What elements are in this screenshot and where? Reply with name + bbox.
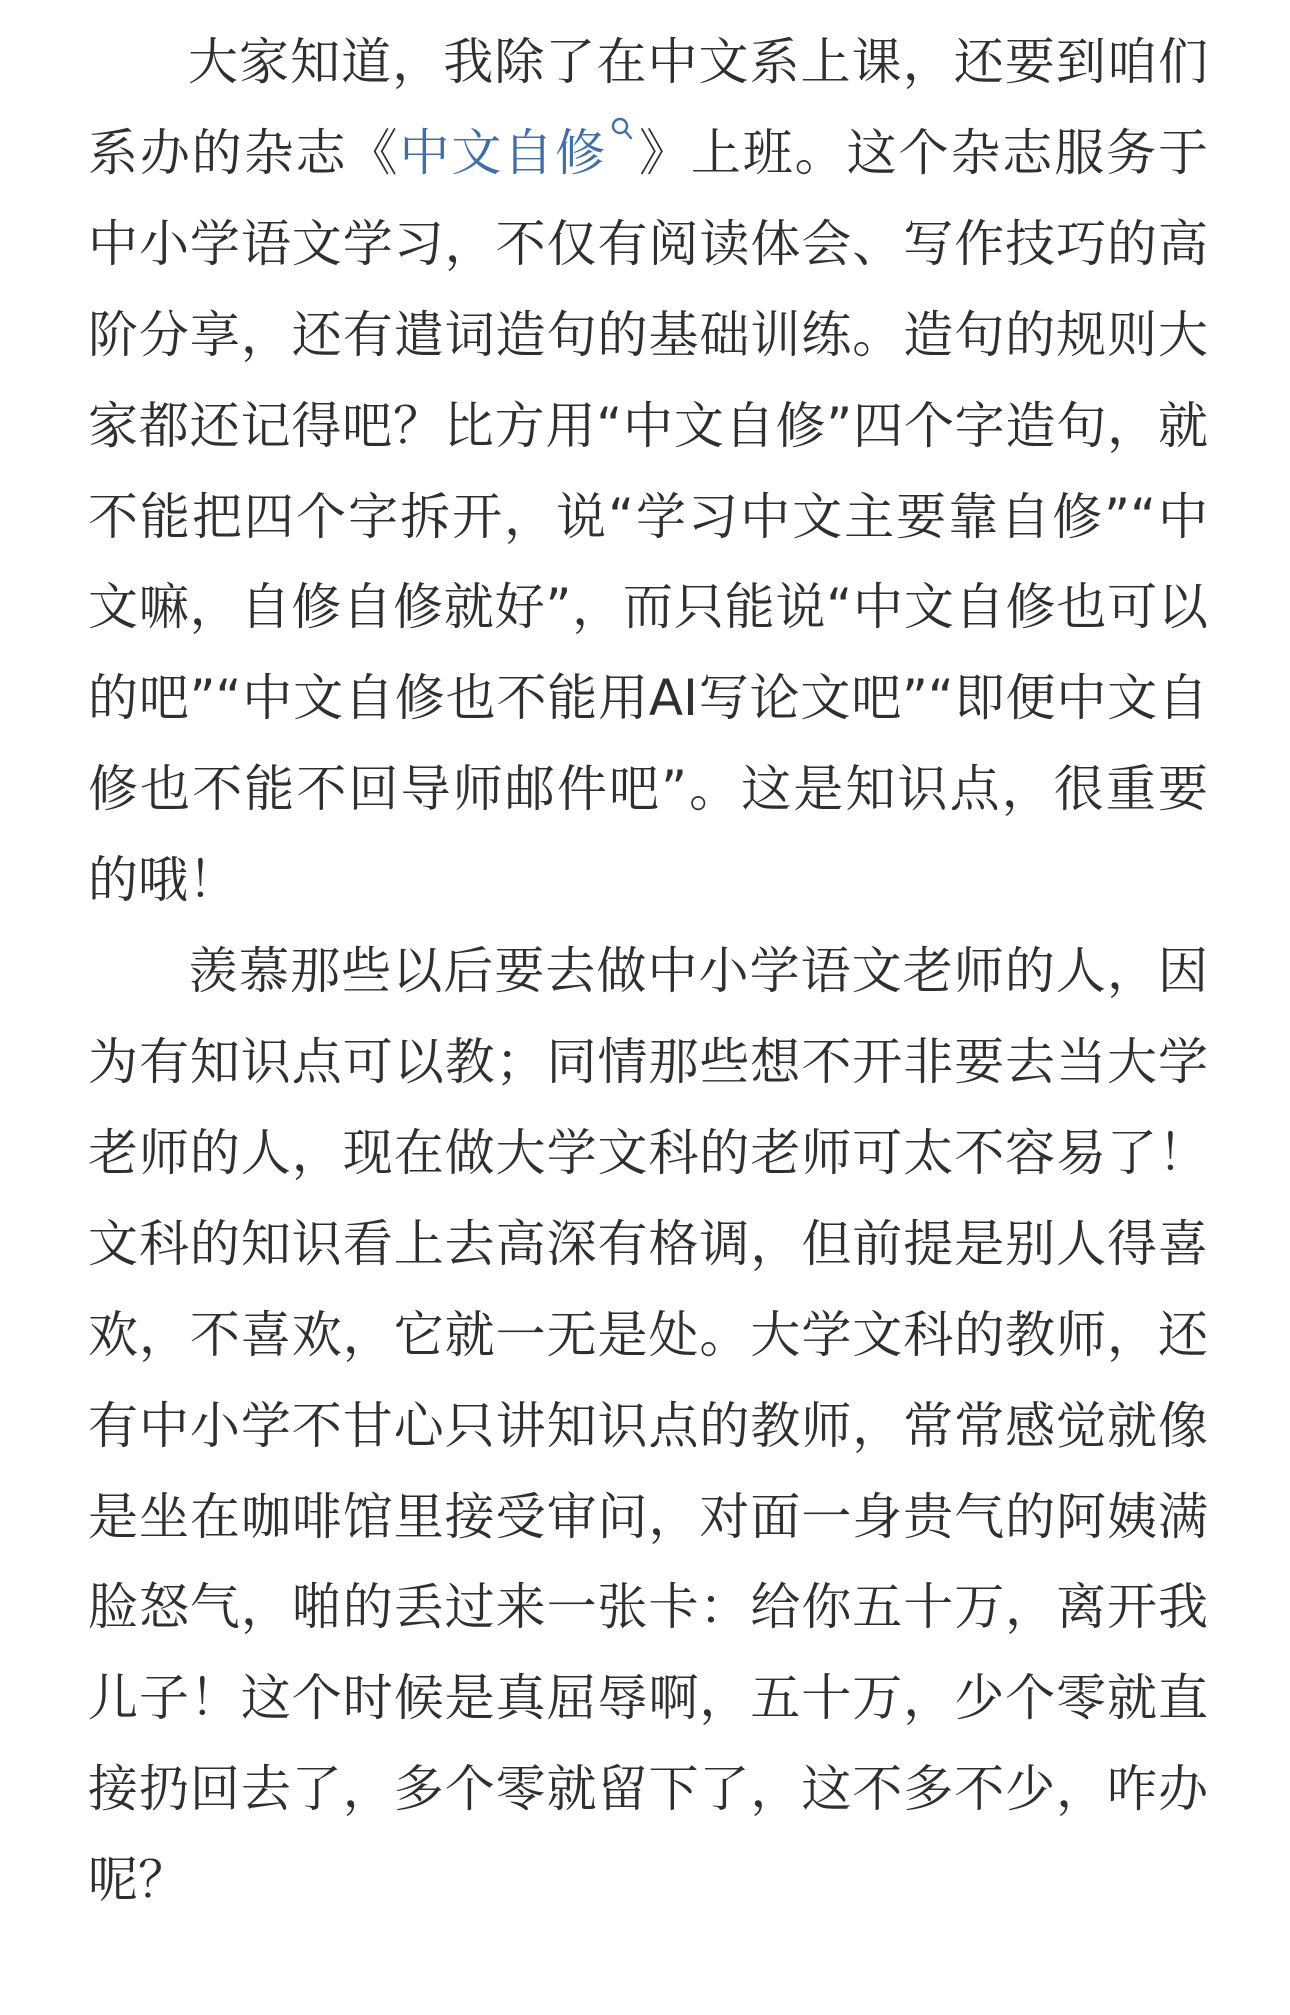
- paragraph-1: [88, 17, 1208, 926]
- search-icon[interactable]: [609, 116, 635, 146]
- article-body: [88, 0, 1208, 1926]
- magazine-search-link[interactable]: [399, 124, 637, 182]
- paragraph-1-text-before-link: 大家知道，我除了在中文系上课，还要到咱们系办的杂志《: [88, 33, 1208, 182]
- paragraph-2: 羡慕那些以后要去做中小学语文老师的人，因为有知识点可以教；同情那些想不开非要去当大学老师的人，现在做大学文科的老师可太不容易了！文科的知识看上去高深有格调，但前提是别人得喜欢，不喜欢，它就一无是处。大学文科的教师，还有中小学不甘心只讲知识点的教师，常常感觉就像是坐在咖啡馆里接受审问，对面一身贵气的阿姨满脸怒气，啪的丢过来一张卡：给你五十万，离开我儿子！这个时候是真屈辱啊，五十万，少个零就直接扔回去了，多个零就留下了，这不多不少，咋办呢？: [88, 942, 1208, 1910]
- paragraph-1-text-after-link: 》上班。这个杂志服务于中小学语文学习，不仅有阅读体会、写作技巧的高阶分享，还有遣词造句的基础训练。造句的规则大家都还记得吧？比方用“中文自修”四个字造句，就不能把四个字拆开，说“学习中文主要靠自修”“中文嘛，自修自修就好”，而只能说“中文自修也可以的吧”“中文自修也不能用AI写论文吧”“即便中文自修也不能不回导师邮件吧”。这是知识点，很重要的哦！: [88, 123, 1209, 910]
- magazine-link-text[interactable]: 中文自修: [399, 123, 608, 182]
